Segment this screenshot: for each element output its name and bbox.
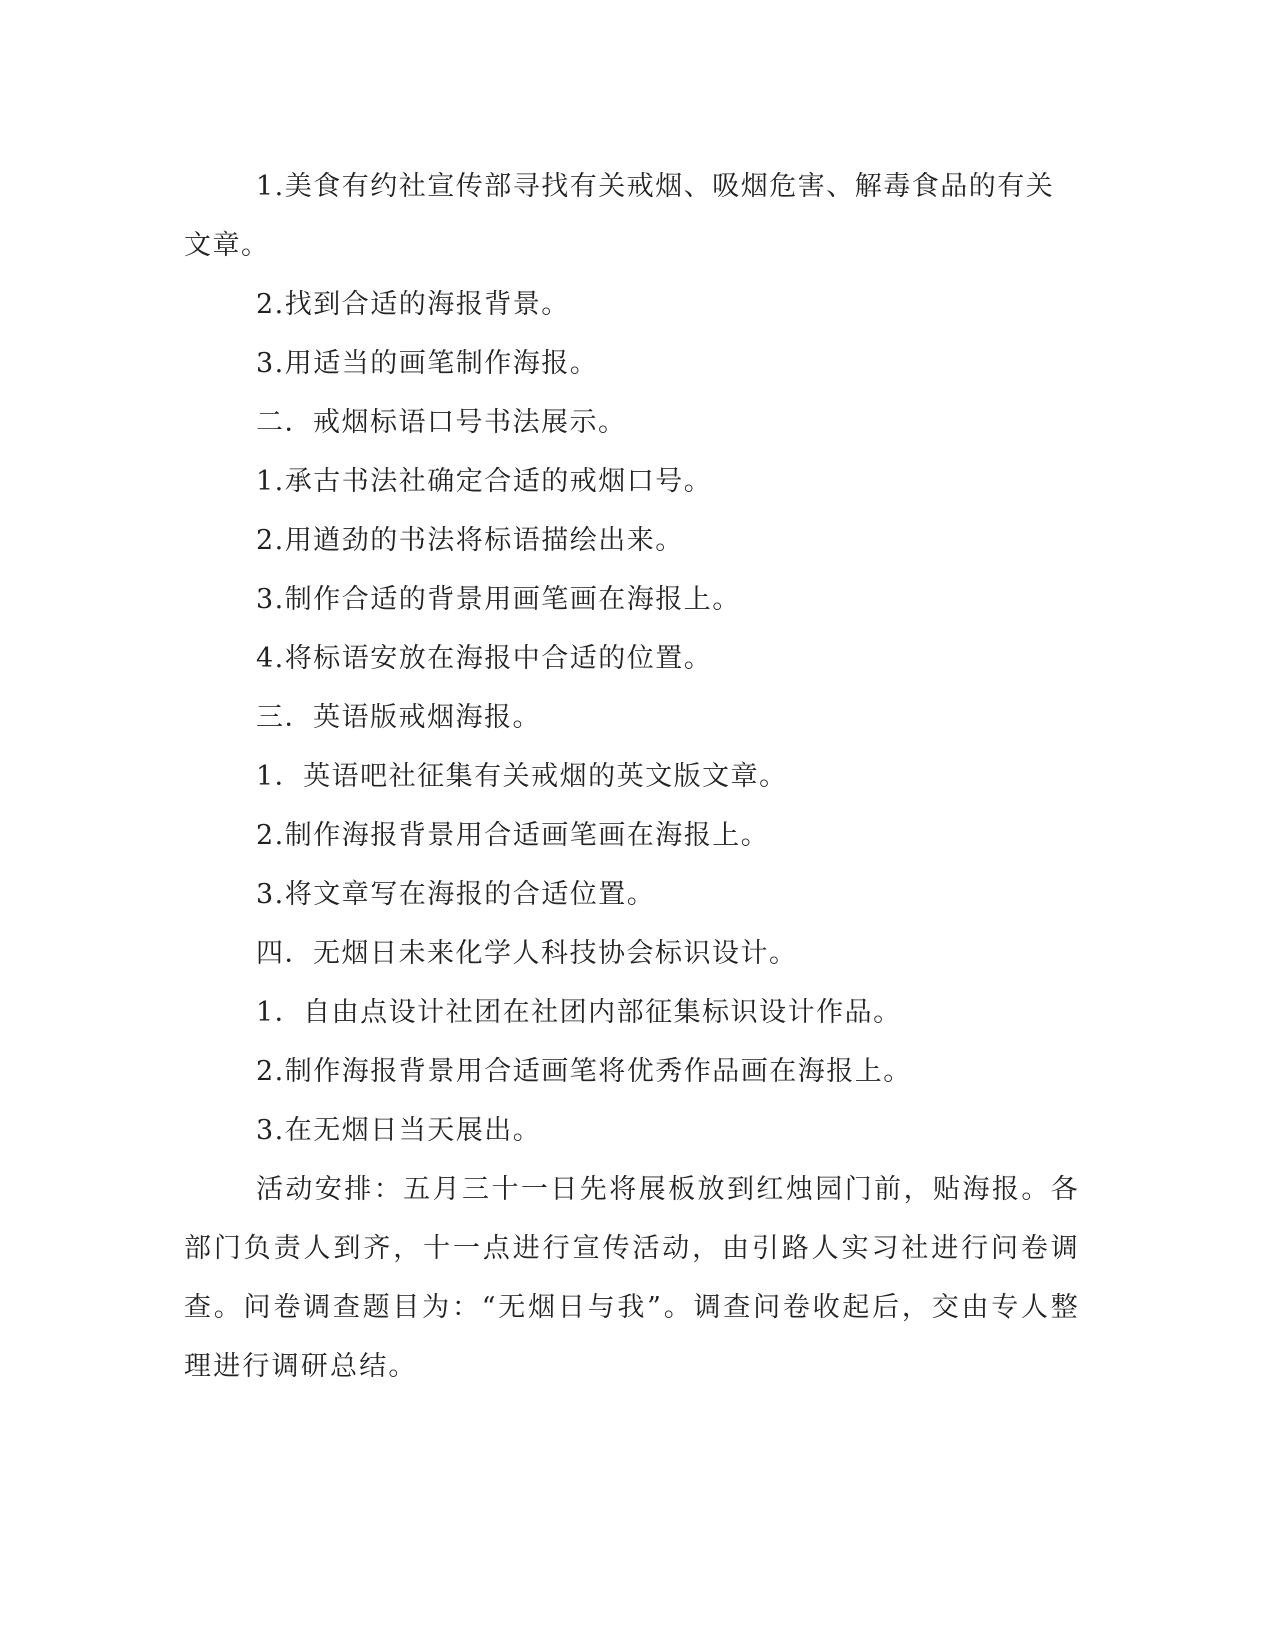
paragraph-12: 3.将文章写在海报的合适位置。 [256,879,656,910]
paragraph-8: 4.将标语安放在海报中合适的位置。 [256,643,713,674]
paragraph-1: 1.美食有约社宣传部寻找有关戒烟、吸烟危害、解毒食品的有关文章。 [184,171,1055,261]
activity-schedule-paragraph: 活动安排：五月三十一日先将展板放到红烛园门前，贴海报。各部门负责人到齐，十一点进行宣传活动，由引路人实习社进行问卷调查。问卷调查题目为：“无烟日与我”。调查问卷收起后，交由专人整理进行调研总结。 [184,1174,1080,1382]
document-body [184,157,1080,1396]
paragraph-11: 2.制作海报背景用合适画笔画在海报上。 [256,820,770,851]
paragraph-15: 2.制作海报背景用合适画笔将优秀作品画在海报上。 [256,1056,912,1087]
paragraph-10: 1．英语吧社征集有关戒烟的英文版文章。 [256,761,788,792]
section-heading-2: 二．戒烟标语口号书法展示。 [256,407,627,438]
paragraph-16: 3.在无烟日当天展出。 [256,1115,542,1146]
section-heading-4: 四．无烟日未来化学人科技协会标识设计。 [256,938,798,969]
paragraph-5: 1.承古书法社确定合适的戒烟口号。 [256,466,713,497]
paragraph-2: 2.找到合适的海报背景。 [256,289,570,320]
paragraph-7: 3.制作合适的背景用画笔画在海报上。 [256,584,741,615]
paragraph-14: 1．自由点设计社团在社团内部征集标识设计作品。 [256,997,902,1028]
section-heading-3: 三．英语版戒烟海报。 [256,702,541,733]
paragraph-6: 2.用遒劲的书法将标语描绘出来。 [256,525,684,556]
paragraph-3: 3.用适当的画笔制作海报。 [256,348,599,379]
